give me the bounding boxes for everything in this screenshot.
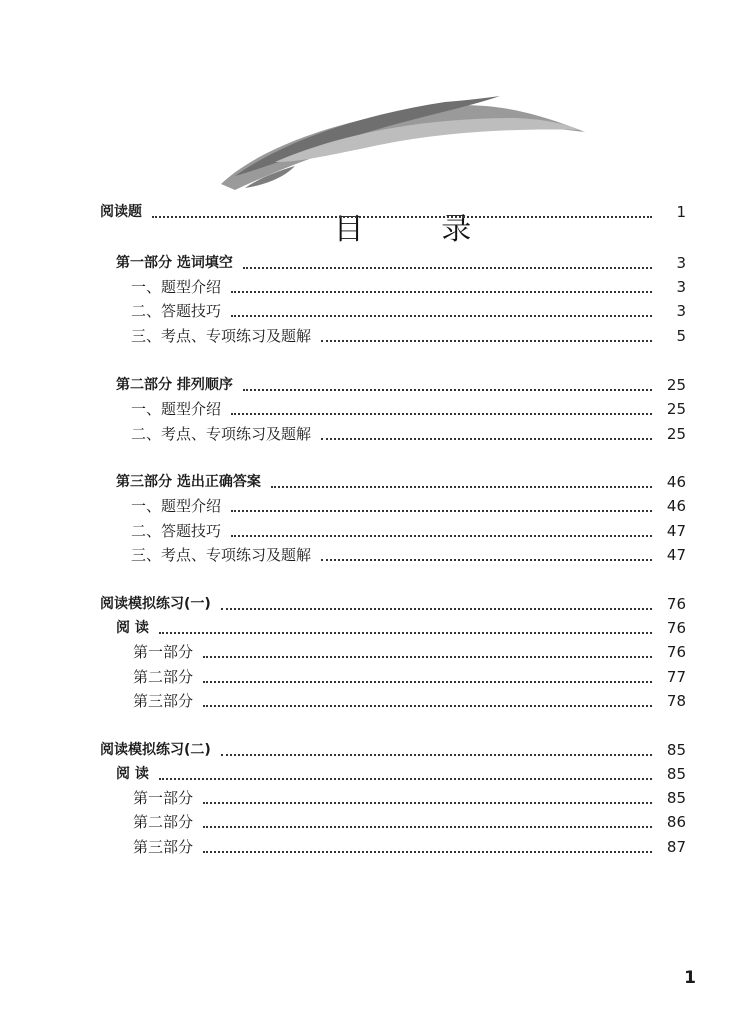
toc-row xyxy=(116,468,686,492)
toc-entry-page: 3 xyxy=(676,302,686,320)
toc-row xyxy=(131,420,686,444)
toc-row xyxy=(131,517,686,541)
toc-entry-page: 47 xyxy=(666,522,686,540)
toc-entry-page: 76 xyxy=(666,595,686,613)
toc-entry-page: 77 xyxy=(666,668,686,686)
toc-row xyxy=(131,297,686,321)
toc-entry-label: 一、题型介绍 xyxy=(131,497,222,515)
toc-entry-label: 第二部分 排列顺序 xyxy=(116,377,233,393)
toc-entry-label: 三、考点、专项练习及题解 xyxy=(131,546,312,564)
toc-row xyxy=(100,590,686,614)
toc-entry-page: 78 xyxy=(666,692,686,710)
toc-row xyxy=(131,322,686,346)
toc-entry-label: 阅读题 xyxy=(100,204,142,220)
toc-row xyxy=(133,833,686,857)
dot-leader xyxy=(231,510,652,512)
dot-leader xyxy=(203,851,652,853)
dot-leader xyxy=(231,315,652,317)
dot-leader xyxy=(243,389,652,391)
dot-leader xyxy=(221,608,652,610)
toc-entry-page: 46 xyxy=(666,497,686,515)
toc-entry-label: 阅读模拟练习(二) xyxy=(100,742,211,758)
toc-row xyxy=(131,395,686,419)
toc-row xyxy=(133,784,686,808)
toc-entry-page: 86 xyxy=(666,813,686,831)
toc-entry-label: 二、答题技巧 xyxy=(131,302,222,320)
toc-entry-label: 二、答题技巧 xyxy=(131,522,222,540)
toc-entry-page: 47 xyxy=(666,546,686,564)
toc-row xyxy=(133,663,686,687)
toc-entry-label: 第二部分 xyxy=(133,668,194,686)
toc-entry-label: 三、考点、专项练习及题解 xyxy=(131,327,312,345)
toc-entry-page: 76 xyxy=(666,643,686,661)
toc-entry-page: 85 xyxy=(666,789,686,807)
toc-entry-page: 25 xyxy=(666,376,686,394)
dot-leader xyxy=(243,267,652,269)
toc-row xyxy=(100,198,686,222)
dot-leader xyxy=(203,802,652,804)
toc-row xyxy=(116,249,686,273)
toc-row xyxy=(131,273,686,297)
toc-row xyxy=(131,541,686,565)
toc-entry-label: 第三部分 xyxy=(133,692,194,710)
toc-row xyxy=(133,687,686,711)
toc-entry-label: 第一部分 xyxy=(133,789,194,807)
dot-leader xyxy=(159,778,652,780)
toc-entry-label: 一、题型介绍 xyxy=(131,400,222,418)
dot-leader xyxy=(152,216,652,218)
dot-leader xyxy=(203,705,652,707)
toc-entry-page: 5 xyxy=(676,327,686,345)
dot-leader xyxy=(203,681,652,683)
toc-entry-label: 第一部分 选词填空 xyxy=(116,255,233,271)
toc-entry-label: 阅读模拟练习(一) xyxy=(100,596,211,612)
toc-entry-label: 第一部分 xyxy=(133,643,194,661)
toc-entry-page: 25 xyxy=(666,400,686,418)
toc-entry-label: 一、题型介绍 xyxy=(131,278,222,296)
dot-leader xyxy=(321,438,652,440)
toc-entry-label: 第二部分 xyxy=(133,813,194,831)
toc-row xyxy=(116,371,686,395)
toc-entry-label: 阅 读 xyxy=(116,620,149,636)
dot-leader xyxy=(271,486,652,488)
toc-entry-label: 第三部分 选出正确答案 xyxy=(116,474,261,490)
page-number: 1 xyxy=(684,968,696,988)
toc-entry-page: 1 xyxy=(676,203,686,221)
toc-row xyxy=(133,638,686,662)
toc-row xyxy=(133,808,686,832)
dot-leader xyxy=(231,291,652,293)
toc-entry-page: 87 xyxy=(666,838,686,856)
toc-entry-page: 3 xyxy=(676,278,686,296)
toc-entry-page: 46 xyxy=(666,473,686,491)
toc-row xyxy=(116,614,686,638)
dot-leader xyxy=(159,632,652,634)
toc-entry-page: 85 xyxy=(666,741,686,759)
dot-leader xyxy=(203,826,652,828)
dot-leader xyxy=(231,535,652,537)
page-title: 目 录 xyxy=(333,212,506,247)
toc-entry-label: 二、考点、专项练习及题解 xyxy=(131,425,312,443)
dot-leader xyxy=(203,656,652,658)
toc-entry-page: 25 xyxy=(666,425,686,443)
toc-row xyxy=(131,492,686,516)
toc-entry-page: 85 xyxy=(666,765,686,783)
toc-entry-page: 76 xyxy=(666,619,686,637)
dot-leader xyxy=(321,559,652,561)
toc-row xyxy=(116,760,686,784)
toc-entry-page: 3 xyxy=(676,254,686,272)
dot-leader xyxy=(231,413,652,415)
dot-leader xyxy=(321,340,652,342)
toc-entry-label: 阅 读 xyxy=(116,766,149,782)
dot-leader xyxy=(221,754,652,756)
toc-entry-label: 第三部分 xyxy=(133,838,194,856)
toc-row xyxy=(100,736,686,760)
